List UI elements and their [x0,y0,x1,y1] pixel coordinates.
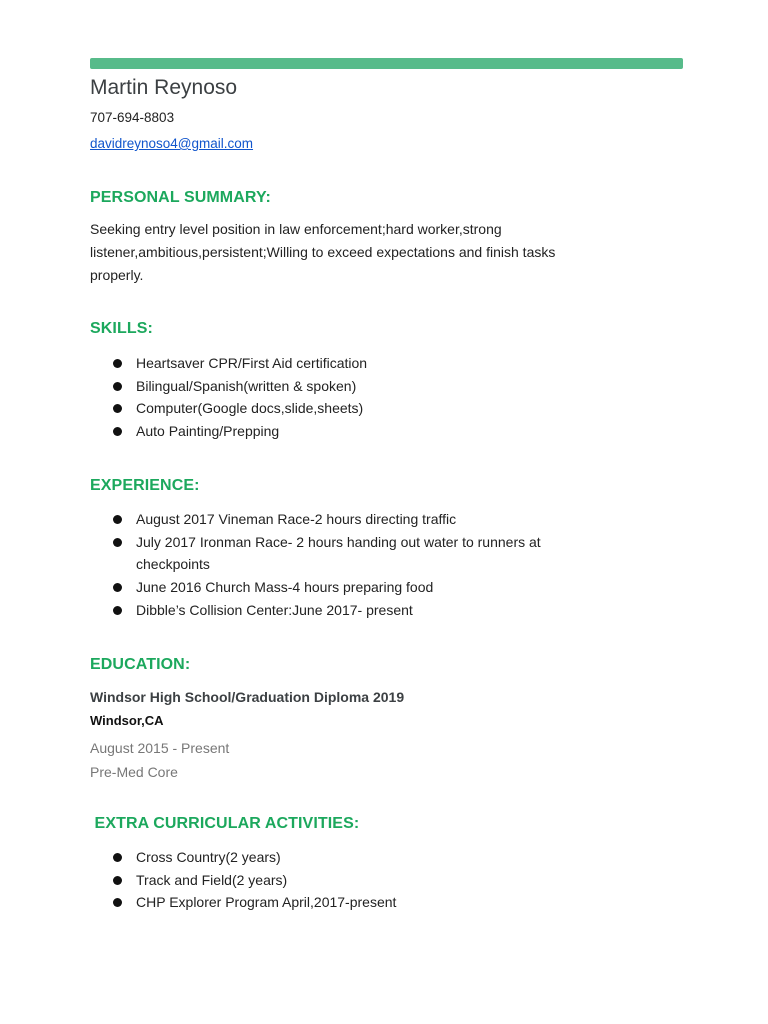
list-item [0,352,606,375]
list-item [0,375,606,398]
skill-text: Bilingual/Spanish(written & spoken) [136,377,357,394]
activities-heading: EXTRA CURRICULAR ACTIVITIES: [90,815,360,832]
experience-text: Dibble’s Collision Center:June 2017- present [136,601,413,618]
skill-text: Heartsaver CPR/First Aid certification [136,355,368,371]
list-item [0,576,606,599]
experience-list [0,508,541,622]
education-note: Pre-Med Core [90,764,178,780]
bullet-icon [113,359,122,368]
education-dates: August 2015 - Present [90,740,230,756]
education-school: Windsor High School/Graduation Diploma 2019 [90,689,405,705]
list-item [0,846,606,869]
bullet-icon [113,876,122,885]
list-item [0,891,606,914]
list-item [0,599,606,622]
skill-text: Auto Painting/Prepping [136,423,280,440]
bullet-icon [113,382,122,391]
bullet-icon [113,853,122,862]
bullet-icon [113,898,122,907]
bullet-icon [113,404,122,413]
phone-number: 707-694-8803 [90,110,175,125]
activity-text: Track and Field(2 years) [136,871,288,888]
activities-list [0,846,470,914]
email-link[interactable]: davidreynoso4@gmail.com [90,136,254,151]
list-item [0,869,606,892]
education-city: Windsor,CA [90,713,164,728]
experience-text: August 2017 Vineman Race-2 hours directing traffic [136,511,457,527]
list-item [0,531,606,576]
bullet-icon [113,515,122,524]
list-item [0,397,606,420]
summary-text: Seeking entry level position in law enforcement;hard worker,strong listener,ambitious,persistent;Willing to exceed expectations and finish tasks properly. [90,221,556,283]
summary-heading: PERSONAL SUMMARY: [90,189,271,206]
list-item [0,420,606,443]
skills-list [0,352,470,443]
skill-text: Computer(Google docs,slide,sheets) [136,400,364,417]
experience-text: June 2016 Church Mass-4 hours preparing food [136,579,434,596]
header-accent-bar [90,58,683,69]
bullet-icon [113,583,122,592]
experience-text: July 2017 Ironman Race- 2 hours handing out water to runners at checkpoints [136,533,541,573]
bullet-icon [113,538,122,547]
list-item [0,508,606,531]
activity-text: CHP Explorer Program April,2017-present [136,894,397,911]
skills-heading: SKILLS: [90,320,153,337]
experience-heading: EXPERIENCE: [90,477,200,494]
education-heading: EDUCATION: [90,656,191,673]
activity-text: Cross Country(2 years) [136,849,281,865]
bullet-icon [113,606,122,615]
bullet-icon [113,427,122,436]
candidate-name: Martin Reynoso [90,76,238,99]
